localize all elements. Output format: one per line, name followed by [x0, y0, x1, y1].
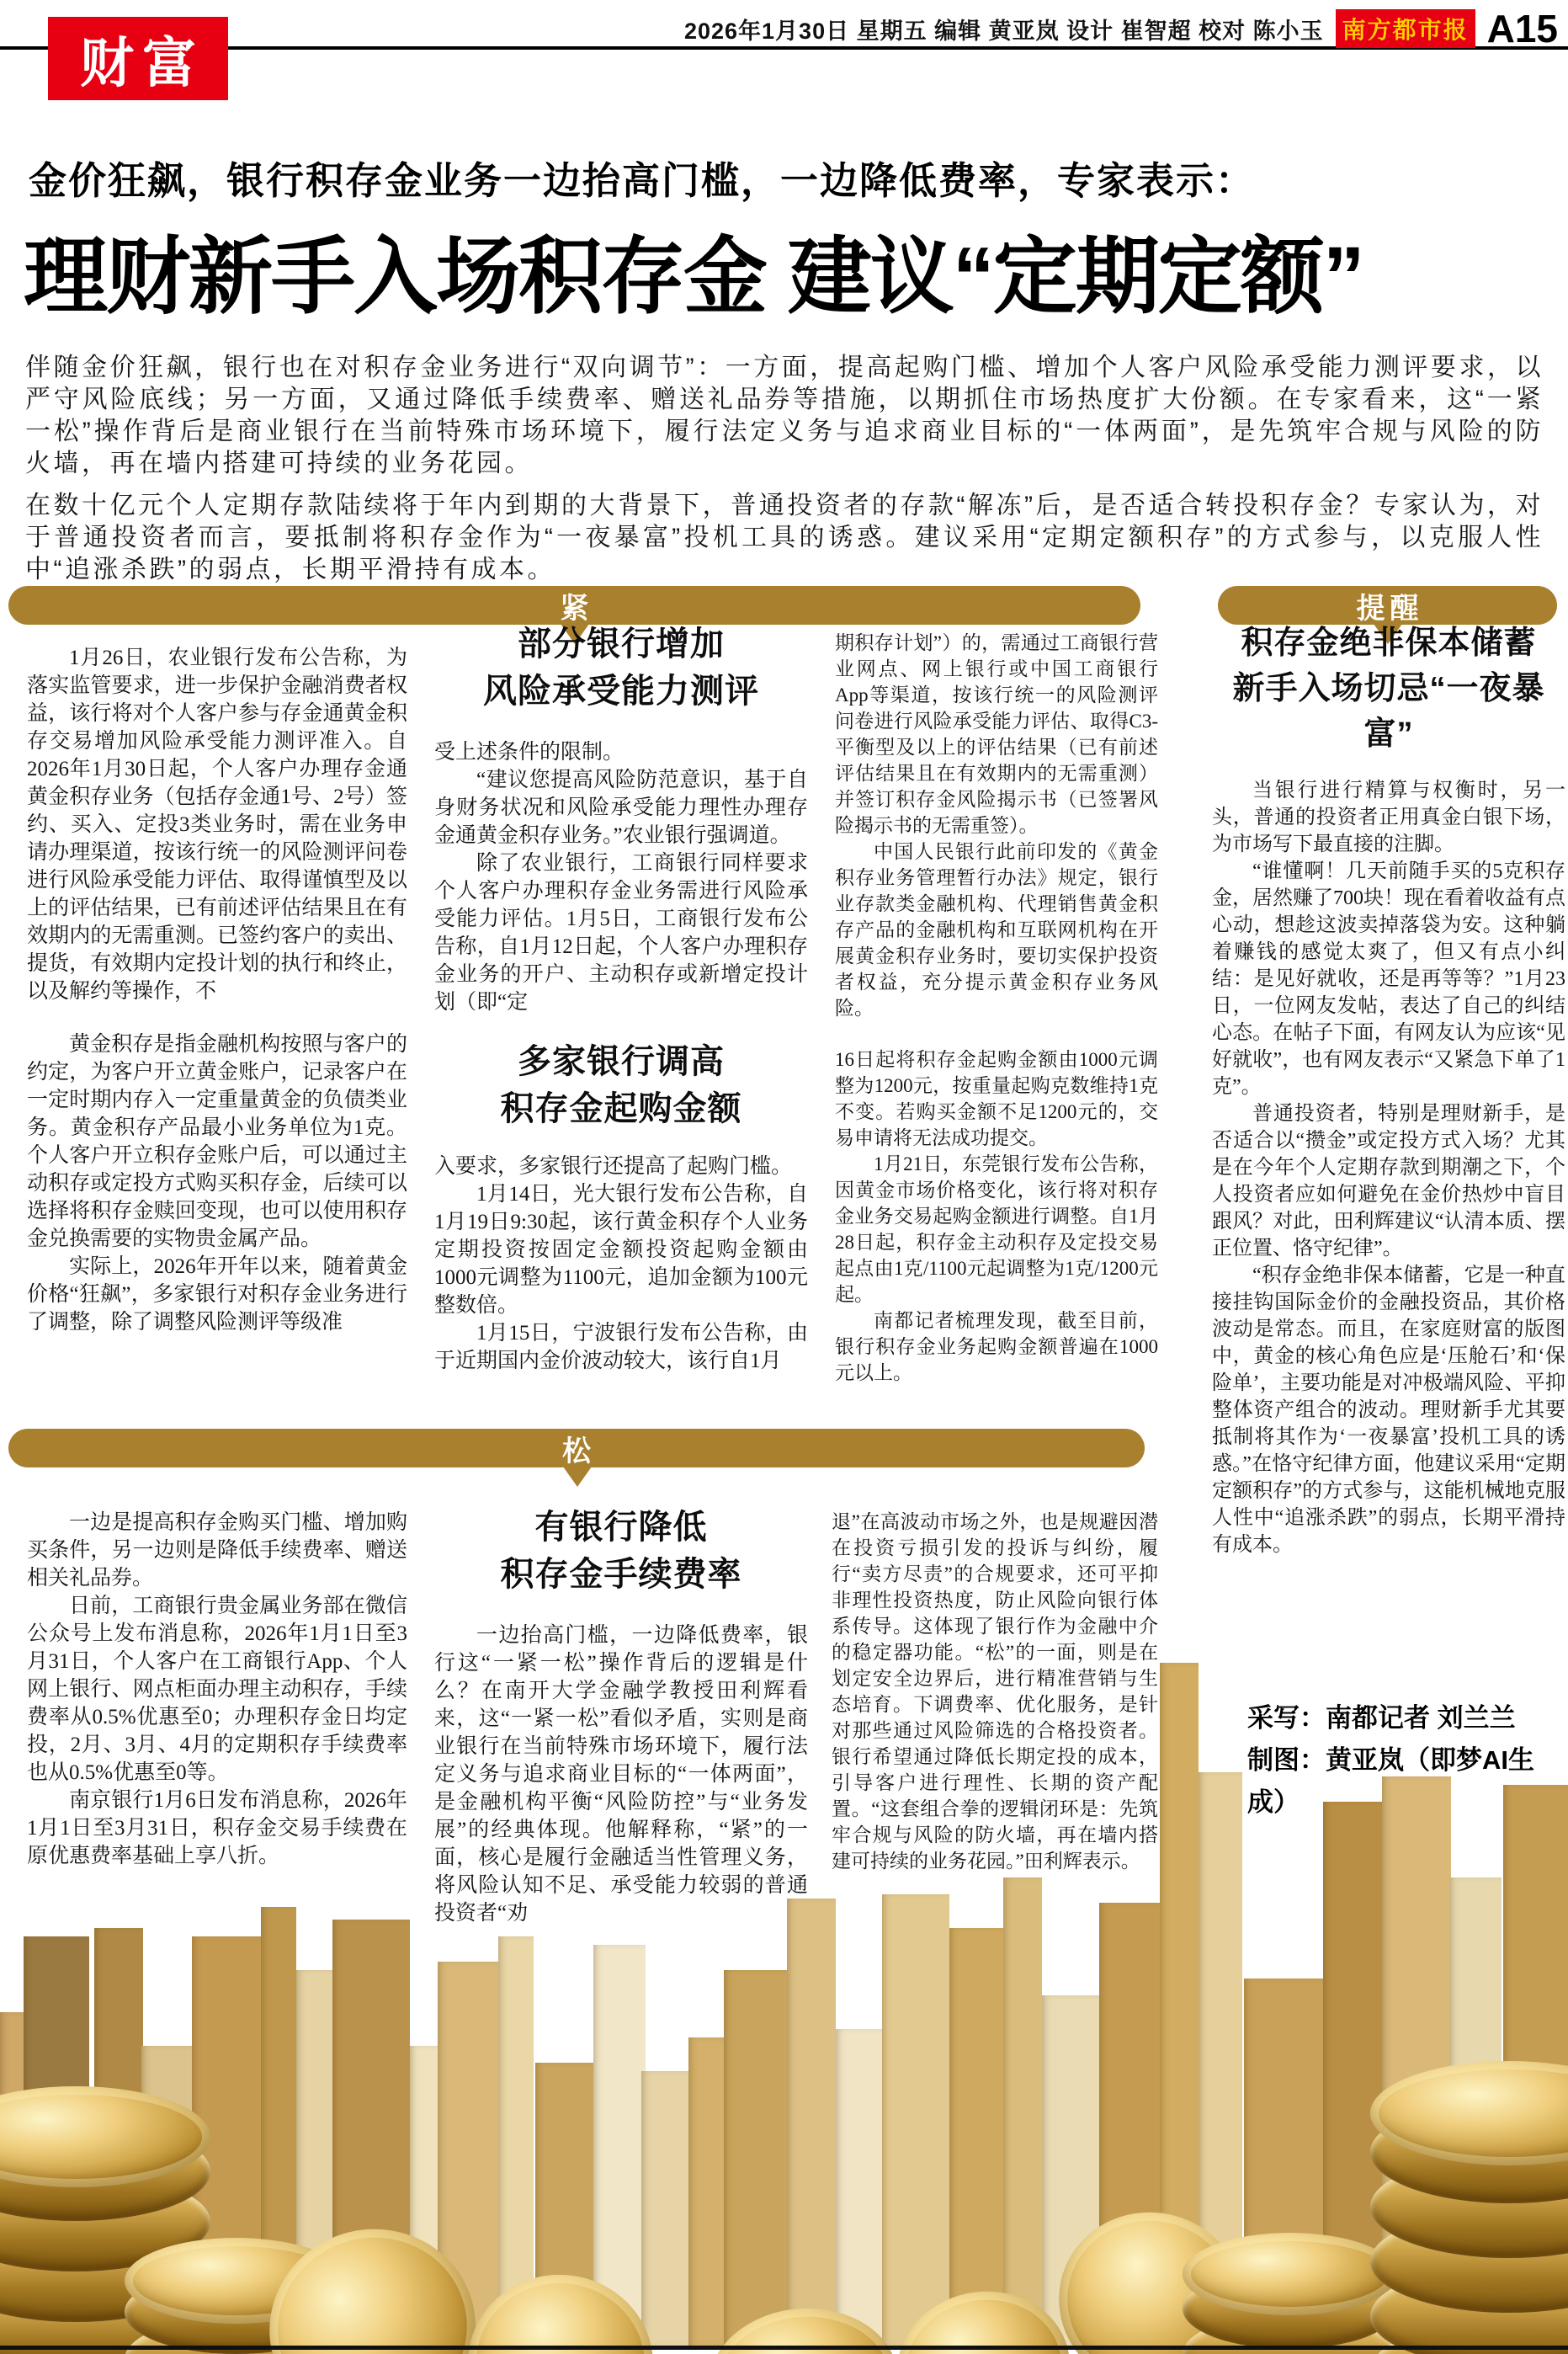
page-bottom-rule: [0, 2346, 1568, 2350]
lead-paragraph: 在数十亿元个人定期存款陆续将于年内到期的大背景下，普通投资者的存款“解冻”后，是否适合转投积存金？专家认为，对于普通投资者而言，要抵制将积存金作为“一夜暴富”投机工具的诱惑。建议采用“定期定额积存”的方式参与，以克服人性中“追涨杀跌”的弱点，长期平滑持有成本。: [25, 492, 1544, 583]
byline-credits: [1247, 1697, 1568, 1824]
subhead-line: 有银行降低: [534, 1509, 708, 1546]
body-paragraph: 普通投资者，特别是理财新手，是否适合以“攒金”或定投方式入场？尤其是在今年个人定期存款到期潮之下，个人投资者应如何避免在金价热炒中盲目跟风？对此，田利辉建议“认清本质、摆正位置、恪守纪律”。: [1212, 1103, 1565, 1260]
article-column-loose-3: [832, 1509, 1158, 1874]
body-paragraph: 中国人民银行此前印发的《黄金积存业务管理暂行办法》规定，银行业存款类金融机构、代理销售黄金积存产品的金融机构和互联网机构在开展黄金积存业务时，要切实保护投资者权益，充分提示黄金积存业务风险。: [835, 841, 1158, 1019]
body-paragraph: 实际上，2026年开年以来，随着黄金价格“狂飙”，多家银行对积存金业务进行了调整，除了调整风险测评等级准: [27, 1255, 407, 1334]
building: [882, 1894, 949, 2347]
body-paragraph: “谁懂啊！几天前随手买的5克积存金，居然赚了700块！现在看着收益有点心动，想趁这波卖掉落袋为安。这种躺着赚钱的感觉太爽了，但又有点小纠结：是见好就收，还是再等等？”1月23日，一位网友发帖，表达了自己的纠结心态。在帖子下面，有网友认为应该“见好就收”，也有网友表示“又紧急下单了1克”。: [1212, 860, 1565, 1098]
body-paragraph: “积存金绝非保本储蓄，它是一种直接挂钩国际金价的金融投资品，其价格波动是常态。而且，在家庭财富的版图中，黄金的核心角色应是‘压舱石’和‘保险单’，主要功能是对冲极端风险、平抑整体资产组合的波动。理财新手尤其要抵制将其作为‘一夜暴富’投机工具的诱惑。”在恪守纪律方面，他建议采用“定期定额积存”的方式参与，这能机械地克服人性中“追涨杀跌”的弱点，长期平滑持有成本。: [1212, 1265, 1565, 1556]
paper-logo: 南方都市报: [1336, 9, 1475, 48]
lead-block: [25, 352, 1544, 596]
body-paragraph: 一边是提高积存金购买门槛、增加购买条件，另一边则是降低手续费率、赠送相关礼品券。: [27, 1511, 407, 1590]
section-bar-loose: [8, 1429, 1145, 1467]
body-paragraph: 1月15日，宁波银行发布公告称，由于近期国内金价波动较大，该行自1月: [434, 1322, 808, 1372]
body-paragraph: 16日起将积存金起购金额由1000元调整为1200元，按重量起购克数维持1克不变。若购买金额不足1200元的，交易申请将无法成功提交。: [835, 1049, 1158, 1148]
building: [1003, 1877, 1042, 2347]
body-paragraph: 一边抬高门槛，一边降低费率，银行这“一紧一松”操作背后的逻辑是什么？在南开大学金融学教授田利辉看来，这“一紧一松”看似矛盾，实则是商业银行在当前特殊市场环境下，履行法定义务与追求商业目标的“一体两面”，是金融机构平衡“风险防控”与“业务发展”的经典体现。他解释称，“紧”的一面，核心是履行金融适当性管理义务，将风险认知不足、承受能力较弱的普通投资者“劝: [434, 1624, 808, 1925]
arrow-down-icon: [563, 1467, 592, 1487]
subhead-line: 风险承受能力测评: [483, 673, 759, 710]
subhead-line: 多家银行调高: [518, 1043, 725, 1080]
article-column-tight-3: [835, 630, 1158, 1386]
body-paragraph: 黄金积存是指金融机构按照与客户的约定，为客户开立黄金账户，记录客户在一定时期内存入一定重量黄金的负债类业务。黄金积存产品最小业务单位为1克。个人客户开立积存金账户后，可以通过主动积存或定投方式购买积存金，后续可以选择将积存金赎回变现，也可以使用积存金兑换需要的实物贵金属产品。: [27, 1033, 407, 1250]
subhead-line: 积存金手续费率: [500, 1556, 742, 1593]
section-bar-reminder-label: 提醒: [1356, 592, 1424, 625]
body-paragraph: 期积存计划”）的，需通过工商银行营业网点、网上银行或中国工商银行App等渠道，按该行统一的风险测评问卷进行风险承受能力评估、取得C3-平衡型及以上的评估结果（已有前述评估结果且在有效期内的无需重测）并签订积存金风险揭示书（已签署风险揭示书的无需重签）。: [835, 632, 1158, 836]
section-badge: [48, 17, 228, 100]
byline-credit: 采写：南都记者 刘兰兰: [1247, 1703, 1516, 1733]
dateline: 2026年1月30日 星期五 编辑 黄亚岚 设计 崔智超 校对 陈小玉: [683, 18, 1324, 44]
body-paragraph: 1月14日，光大银行发布公告称，自1月19日9:30起，该行黄金积存个人业务定期投资按固定金额投资起购金额由1000元调整为1100元，追加金额为100元整数倍。: [434, 1183, 808, 1317]
section-bar-loose-label: 松: [562, 1435, 596, 1467]
headline-main: 理财新手入场积存金 建议“定期定额”: [24, 230, 1363, 324]
article-column-reminder: [1212, 620, 1565, 1558]
column-subhead: [434, 620, 808, 715]
page-number: A15: [1486, 7, 1558, 51]
column-subhead: [1212, 620, 1565, 757]
subhead-line: 积存金绝非保本储蓄: [1241, 626, 1537, 661]
body-paragraph: 南都记者梳理发现，截至目前，银行积存金业务起购金额普遍在1000元以上。: [835, 1310, 1158, 1383]
masthead-info: [683, 7, 1558, 51]
headline-kicker: 金价狂飙，银行积存金业务一边抬高门槛，一边降低费率，专家表示：: [29, 159, 1256, 202]
article-column-loose-1: [27, 1509, 407, 1870]
subhead-line: 部分银行增加: [518, 626, 725, 663]
lead-paragraph: 伴随金价狂飙，银行也在对积存金业务进行“双向调节”：一方面，提高起购门槛、增加个人客户风险承受能力测评要求，以严守风险底线；另一方面，又通过降低手续费率、赠送礼品券等措施，以期抓住市场热度扩大份额。在专家看来，这“一紧一松”操作背后是商业银行在当前特殊市场环境下，履行法定义务与追求商业目标的“一体两面”，是先筑牢合规与风险的防火墙，再在墙内搭建可持续的业务花园。: [25, 354, 1544, 477]
section-bar-reminder: [1218, 586, 1557, 625]
subhead-line: 新手入场切忌“一夜暴富”: [1232, 671, 1545, 752]
building: [787, 1899, 836, 2347]
body-paragraph: 南京银行1月6日发布消息称，2026年1月1日至3月31日，积存金交易手续费在原优惠费率基础上享八折。: [27, 1789, 407, 1867]
article-column-tight-2: [434, 620, 808, 1375]
article-column-loose-2: [434, 1504, 808, 1927]
gold-coin: [1183, 2233, 1397, 2315]
graphics-credit: 制图：黄亚岚（即梦AI生成）: [1247, 1745, 1534, 1817]
section-bar-tight-label: 紧: [560, 592, 594, 625]
building: [724, 1970, 789, 2347]
body-paragraph: 入要求，多家银行还提高了起购门槛。: [434, 1155, 793, 1178]
section-bar-tight: [8, 586, 1140, 625]
body-paragraph: “建议您提高风险防范意识，基于自身财务状况和风险承受能力理性办理存金通黄金积存业务。”农业银行强调道。: [434, 769, 808, 847]
section-badge-label: 财富: [80, 32, 205, 93]
body-paragraph: 日前，工商银行贵金属业务部在微信公众号上发布消息称，2026年1月1日至3月31日，个人客户在工商银行App、个人网上银行、网点柜面办理主动积存，手续费率从0.5%优惠至0；办理积存金日均定投，2月、3月、4月的定期积存手续费率也从0.5%优惠至0等。: [27, 1595, 407, 1784]
building: [949, 1928, 1003, 2347]
article-column-tight-1: [27, 644, 407, 1336]
building: [688, 2037, 727, 2347]
building: [641, 2071, 688, 2347]
body-paragraph: 受上述条件的限制。: [434, 741, 625, 764]
column-subhead: [434, 1504, 808, 1598]
body-paragraph: 当银行进行精算与权衡时，另一头，普通的投资者正用真金白银下场，为市场写下最直接的注脚。: [1212, 780, 1565, 855]
body-paragraph: 除了农业银行，工商银行同样要求个人客户办理积存金业务需进行风险承受能力评估。1月5日，工商银行发布公告称，自1月12日起，个人客户办理积存金业务的开户、主动积存或新增定投计划（即“定: [434, 852, 808, 1014]
column-subhead: [434, 1038, 808, 1132]
body-paragraph: 退”在高波动市场之外，也是规避因潜在投资亏损引发的投诉与纠纷，履行“卖方尽责”的合规要求，还可平抑非理性投资热度，防止风险向银行体系传导。这体现了银行作为金融中介的稳定器功能。“松”的一面，则是在划定安全边界后，进行精准营销与生态培育。下调费率、优化服务，是针对那些通过风险筛选的合格投资者。银行希望通过降低长期定投的成本，引导客户进行理性、长期的资产配置。“这套组合拳的逻辑闭环是：先筑牢合规与风险的防火墙，再在墙内搭建可持续的业务花园。”田利辉表示。: [832, 1511, 1158, 1872]
subhead-line: 积存金起购金额: [500, 1090, 742, 1127]
body-paragraph: 1月21日，东莞银行发布公告称，因黄金市场价格变化，该行将对积存金业务交易起购金额进行调整。自1月28日起，积存金主动积存及定投交易起点由1克/1100元起调整为1克/1200元起。: [835, 1153, 1158, 1305]
building: [836, 2029, 882, 2347]
body-paragraph: 1月26日，农业银行发布公告称，为落实监管要求，进一步保护金融消费者权益，该行将对个人客户参与存金通黄金积存交易增加风险承受能力测评准入。自2026年1月30日起，个人客户办理存金通黄金积存业务（包括存金通1号、2号）签约、买入、定投3类业务时，需在业务申请办理渠道，按该行统一的风险测评问卷进行风险承受能力评估、取得谨慎型及以上的评估结果，已有前述评估结果且在有效期内的无需重测。已签约客户的卖出、提货，有效期内定投计划的执行和终止，以及解约等操作，不: [27, 647, 407, 1003]
